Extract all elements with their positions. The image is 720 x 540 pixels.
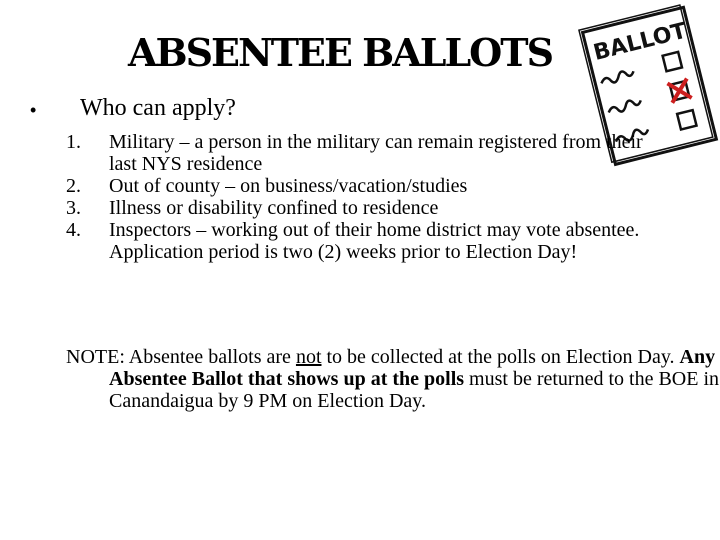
- note-text: NOTE: Absentee ballots are: [66, 346, 296, 368]
- item-number: 4.: [66, 219, 81, 241]
- list-item: [66, 197, 666, 219]
- note-bold: Any Absentee Ballot that shows up at the polls: [109, 346, 716, 390]
- slide-title: ABSENTEE BALLOTS: [127, 30, 553, 75]
- list-item: [66, 219, 666, 263]
- item-number: 2.: [66, 175, 81, 197]
- bullet-symbol: •: [30, 100, 37, 120]
- note-text: must be returned to the BOE in Canandaigua by 9 PM on Election Day.: [109, 368, 719, 412]
- item-text: Illness or disability confined to residence: [109, 197, 439, 219]
- list-item: [66, 131, 666, 175]
- item-text: Out of county – on business/vacation/studies: [109, 175, 468, 197]
- item-text: Military – a person in the military can remain registered from their last NYS residence: [109, 131, 643, 175]
- item-text: Inspectors – working out of their home district may vote absentee. Application period is two (2) weeks prior to Election Day!: [109, 219, 640, 263]
- list-item: [66, 175, 666, 197]
- item-number: 3.: [66, 197, 81, 219]
- note-paragraph: [66, 346, 720, 412]
- item-number: 1.: [66, 131, 81, 153]
- ballot-label: BALLOT: [591, 18, 690, 66]
- bullet-heading: Who can apply?: [80, 95, 236, 121]
- note-underlined: not: [295, 346, 322, 368]
- note-text: to be collected at the polls on Election Day.: [321, 346, 680, 368]
- eligibility-list: [66, 131, 666, 263]
